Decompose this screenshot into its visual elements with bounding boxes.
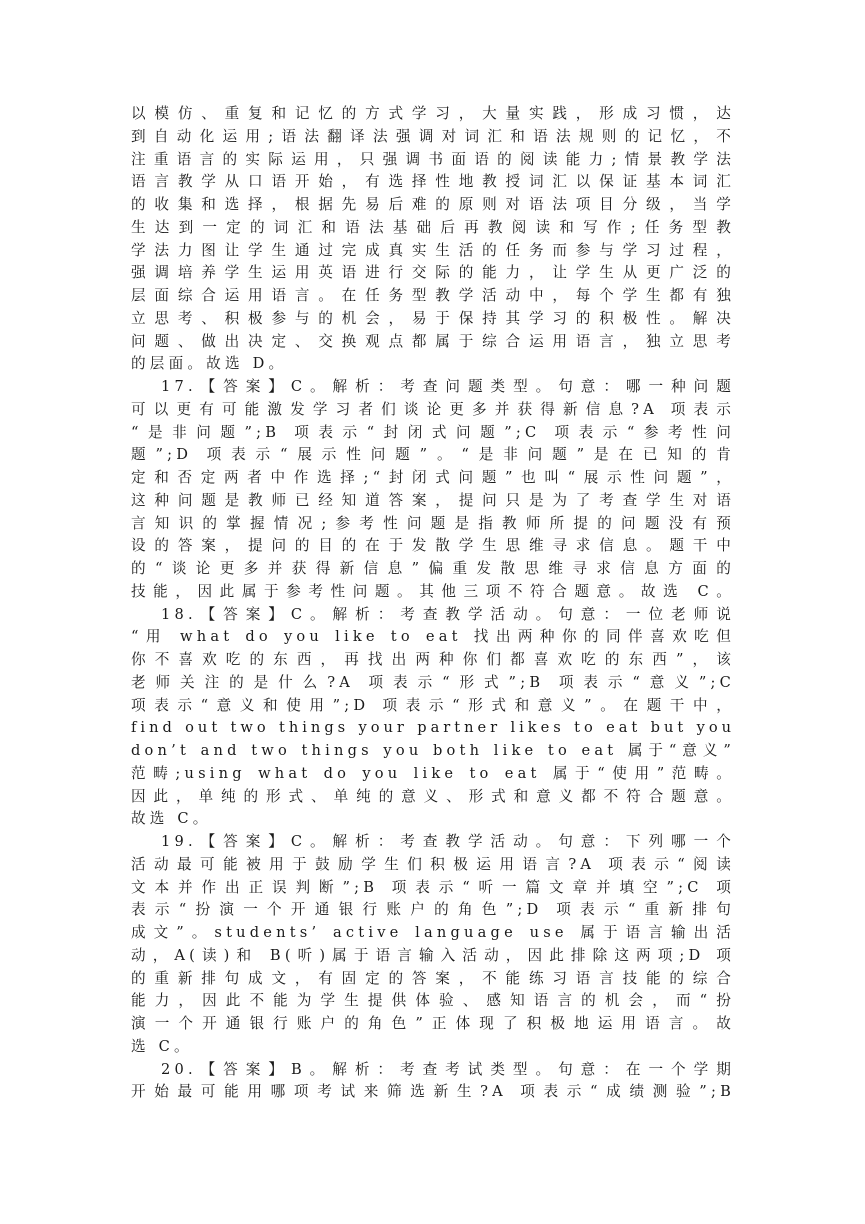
answer-explanation-text [131,103,735,1104]
text-line: 层面综合运用语言。在任务型教学活动中，每个学生都有独 [131,287,735,304]
text-line: 17.【答案】C。解析：考查问题类型。句意：哪一种问题 [161,378,735,395]
text-line: 故选 C。 [131,810,212,828]
text-line: 强调培养学生运用英语进行交际的能力，让学生从更广泛的 [131,264,735,282]
text-line: 你不喜欢吃的东西，再找出两种你们都喜欢吃的东西”，该 [131,651,735,668]
text-line: “是非问题”;B 项表示“封闭式问题”;C 项表示“参考性问 [131,423,735,441]
text-line: 生达到一定的词汇和语法基础后再教阅读和写作;任务型教 [131,218,735,236]
text-line: 老师关注的是什么?A 项表示“形式”;B 项表示“意义”;C [131,673,735,691]
text-line: 范畴;using what do you like to eat 属于“使用”范畴。 [131,764,735,782]
text-line: 18.【答案】C。解析：考查教学活动。句意：一位老师说 [161,605,735,623]
text-line: 题”;D 项表示“展示性问题”。“是非问题”是在已知的肯 [131,446,735,464]
text-line: 这种问题是教师已经知道答案，提问只是为了考查学生对语 [131,491,735,509]
text-line: 选 C。 [131,1037,193,1055]
text-line: 的“谈论更多并获得新信息”偏重发散思维寻求信息方面的 [131,560,735,577]
text-line: “用 what do you like to eat 找出两种你的同伴喜欢吃但 [131,628,735,646]
text-line: 可以更有可能激发学习者们谈论更多并获得新信息?A 项表示 [131,400,735,418]
text-line: don’t and two things you both like to eat 属于“意义” [131,742,735,759]
text-line: 以模仿、重复和记忆的方式学习，大量实践，形成习惯，达 [131,105,735,122]
text-line: 动，A(读)和 B(听)属于语言输入活动，因此排除这两项;D 项 [131,946,735,964]
text-line: 技能，因此属于参考性问题。其他三项不符合题意。故选 C。 [131,582,735,600]
text-line: find out two things your partner likes to eat but you [131,719,735,737]
text-line: 能力，因此不能为学生提供体验、感知语言的机会，而“扮 [131,992,735,1010]
text-line: 19.【答案】C。解析：考查教学活动。句意：下列哪一个 [161,833,735,850]
text-line: 因此，单纯的形式、单纯的意义、形式和意义都不符合题意。 [131,787,735,805]
text-line: 立思考、积极参与的机会，易于保持其学习的积极性。解决 [131,309,735,327]
text-line: 到自动化运用;语法翻译法强调对词汇和语法规则的记忆，不 [131,127,735,145]
text-line: 开始最可能用哪项考试来筛选新生?A 项表示“成绩测验”;B [131,1083,735,1101]
text-line: 文本并作出正误判断”;B 项表示“听一篇文章并填空”;C 项 [131,878,735,896]
text-line: 活动最可能被用于鼓励学生们积极运用语言?A 项表示“阅读 [131,855,735,873]
text-line: 表示“扮演一个开通银行账户的角色”;D 项表示“重新排句 [131,901,735,919]
text-line: 定和否定两者中作选择;“封闭式问题”也叫“展示性问题”， [131,469,735,486]
text-line: 20.【答案】B。解析：考查考试类型。句意：在一个学期 [161,1060,735,1078]
text-line: 的收集和选择，根据先易后难的原则对语法项目分级，当学 [131,196,735,213]
text-line: 问题、做出决定、交换观点都属于综合运用语言，独立思考 [131,332,735,350]
text-line: 演一个开通银行账户的角色”正体现了积极地运用语言。故 [131,1015,735,1032]
text-line: 学法力图让学生通过完成真实生活的任务而参与学习过程， [131,241,735,259]
text-line: 的层面。故选 D。 [131,355,288,373]
text-line: 注重语言的实际运用，只强调书面语的阅读能力;情景教学法 [131,150,735,168]
text-line: 项表示“意义和使用”;D 项表示“形式和意义”。在题干中， [131,696,735,714]
text-line: 设的答案，提问的目的在于发散学生思维寻求信息。题干中 [131,537,735,555]
text-line: 的重新排句成文，有固定的答案，不能练习语言技能的综合 [131,969,735,987]
text-line: 语言教学从口语开始，有选择性地教授词汇以保证基本词汇 [131,173,735,191]
text-line: 言知识的掌握情况;参考性问题是指教师所提的问题没有预 [131,514,735,532]
text-line: 成文”。students’ active language use 属于语言输出活 [131,924,735,941]
